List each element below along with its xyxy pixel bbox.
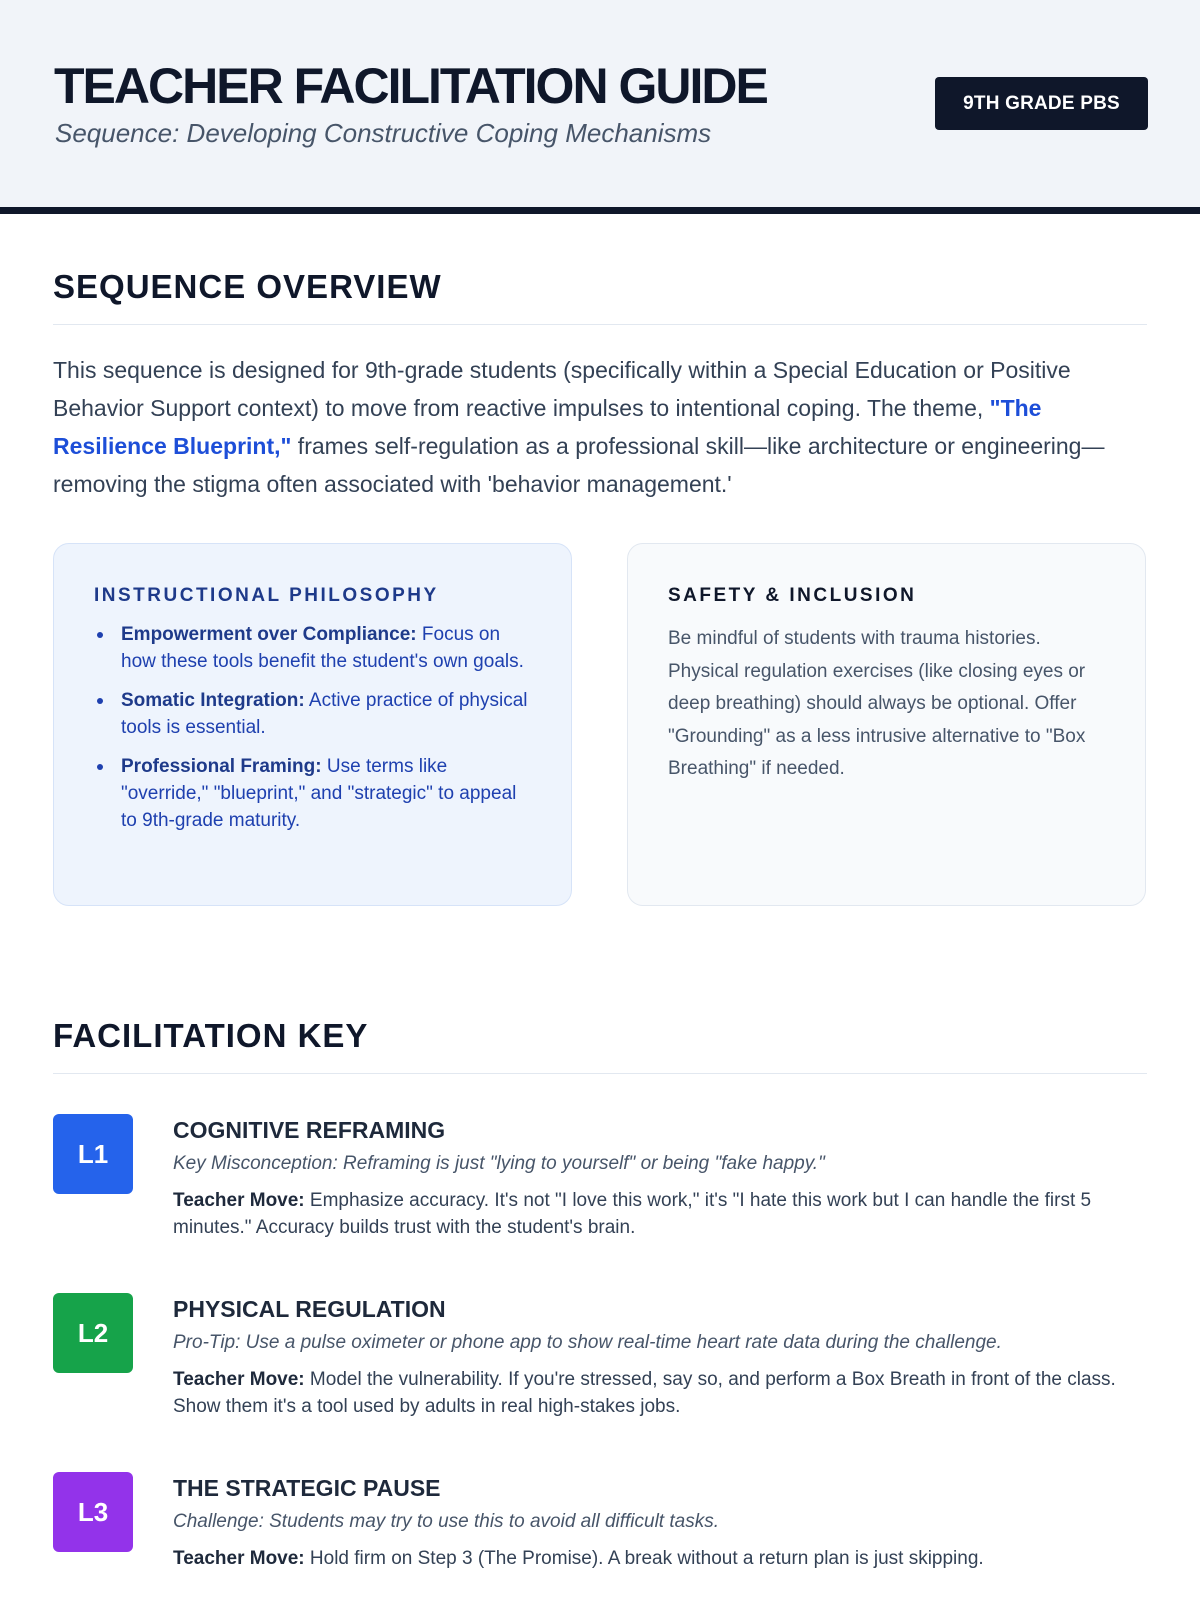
overview-cards [53, 543, 1147, 906]
resilience-blueprint-highlight: "The Resilience Blueprint," [53, 395, 1042, 459]
safety-inclusion-text: Be mindful of students with trauma histories. Physical regulation exercises (like closing eyes or deep breathing) should always be optional. Offer "Grounding" as a less intrusive alternative to "Box Breathing" if needed. [668, 628, 1086, 779]
level-heading: THE STRATEGIC PAUSE [173, 1475, 441, 1501]
level-note: Challenge: Students may try to use this to avoid all difficult tasks. [173, 1511, 719, 1532]
philosophy-item-professional [94, 753, 531, 834]
level-note: Key Misconception: Reframing is just "lying to yourself" or being "fake happy." [173, 1153, 825, 1174]
teacher-move [173, 1187, 1147, 1241]
grade-badge: 9TH GRADE PBS [935, 77, 1148, 130]
level-body [173, 1114, 1147, 1241]
level-note: Pro-Tip: Use a pulse oximeter or phone app to show real-time heart rate data during the challenge. [173, 1332, 1002, 1353]
level-badge-l3: L3 [53, 1472, 133, 1552]
philosophy-term: Professional Framing: [121, 756, 322, 777]
teacher-move-text: Emphasize accuracy. It's not "I love this work," it's "I hate this work but I can handle the first 5 minutes." Accuracy builds trust with the student's brain. [173, 1190, 1092, 1238]
safety-inclusion-heading: SAFETY & INCLUSION [668, 585, 917, 606]
overview-intro [53, 351, 1147, 503]
level-body [173, 1293, 1147, 1420]
philosophy-term: Empowerment over Compliance: [121, 624, 417, 645]
teacher-move-text: Hold firm on Step 3 (The Promise). A break without a return plan is just skipping. [304, 1548, 984, 1569]
level-heading: PHYSICAL REGULATION [173, 1296, 446, 1322]
philosophy-item-empowerment [94, 621, 531, 675]
philosophy-list [94, 621, 531, 834]
intro-text-start: This sequence is designed for 9th-grade students (specifically within a Special Education or Positive Behavior Support context) to move from reactive impulses to intentional coping. The theme, [53, 357, 1071, 421]
philosophy-term: Somatic Integration: [121, 690, 305, 711]
instructional-philosophy-card [53, 543, 572, 906]
intro-text-end: frames self-regulation as a professional skill—like architecture or engineering—removing the stigma often associated with 'behavior management.' [53, 433, 1105, 497]
teacher-move-text: Model the vulnerability. If you're stressed, say so, and perform a Box Breath in front of the class. Show them it's a tool used by adults in real high-stakes jobs. [173, 1369, 1116, 1417]
teacher-move [173, 1366, 1147, 1420]
safety-inclusion-card [627, 543, 1146, 906]
philosophy-item-somatic [94, 687, 531, 741]
teacher-move-label: Teacher Move: [173, 1369, 305, 1390]
facilitation-key-heading: FACILITATION KEY [53, 1017, 1147, 1074]
level-heading: COGNITIVE REFRAMING [173, 1117, 446, 1143]
teacher-move-label: Teacher Move: [173, 1190, 305, 1211]
level-item-l2 [53, 1293, 1147, 1420]
level-item-l1 [53, 1114, 1147, 1241]
teacher-move-label: Teacher Move: [173, 1548, 305, 1569]
page-header [0, 0, 1200, 214]
philosophy-text: Focus on how these tools benefit the student's own goals. [121, 624, 524, 672]
level-badge-l1: L1 [53, 1114, 133, 1194]
facilitation-key-list [53, 1114, 1147, 1572]
instructional-philosophy-heading: INSTRUCTIONAL PHILOSOPHY [94, 585, 439, 606]
main-content [0, 268, 1200, 1572]
page-title: TEACHER FACILITATION GUIDE [54, 58, 767, 114]
level-body [173, 1472, 1147, 1572]
philosophy-text: Use terms like "override," "blueprint," and "strategic" to appeal to 9th-grade maturity. [121, 756, 517, 831]
philosophy-text: Active practice of physical tools is essential. [121, 690, 528, 738]
page-subtitle: Sequence: Developing Constructive Coping Mechanisms [55, 118, 712, 148]
sequence-overview-heading: SEQUENCE OVERVIEW [53, 268, 1147, 325]
level-item-l3 [53, 1472, 1147, 1572]
level-badge-l2: L2 [53, 1293, 133, 1373]
teacher-move [173, 1545, 1147, 1572]
